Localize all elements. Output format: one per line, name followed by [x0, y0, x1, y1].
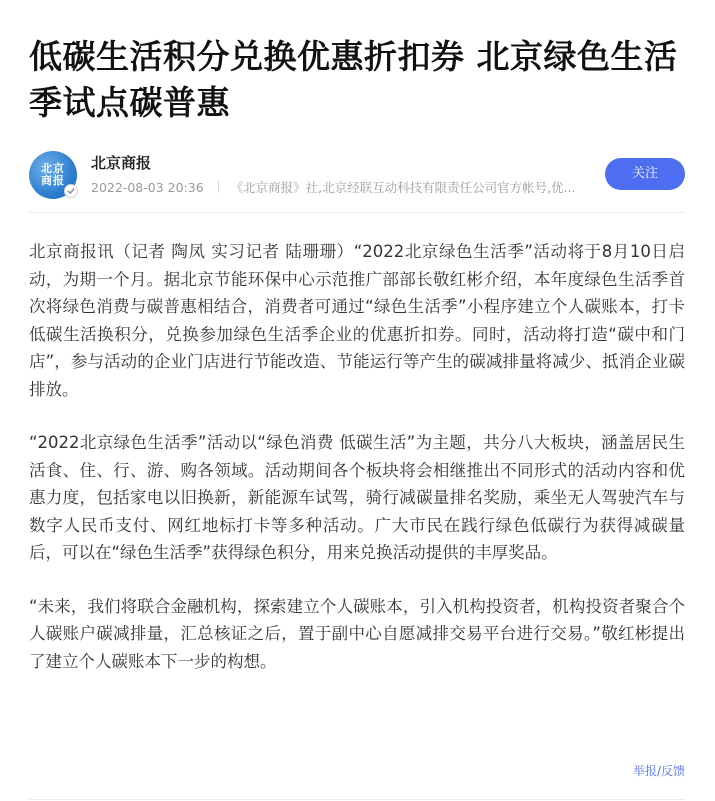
report-feedback-link[interactable]: 举报/反馈 [632, 764, 685, 778]
article-paragraph: “2022北京绿色生活季”活动以“绿色消费 低碳生活”为主题，共分八大板块，涵盖居民生活食、住、行、游、购各领域。活动期间各个板块将会相继推出不同形式的活动内容和优惠力度，包括家电以旧换新，新能源车试驾，骑行减碳量排名奖励，乘坐无人驾驶汽车与数字人民币支付、网红地标打卡等多种活动。广大市民在践行绿色低碳行为获得减碳量后，可以在“绿色生活季”获得绿色积分，用来兑换活动提供的丰厚奖品。 [29, 433, 685, 562]
bottom-divider [29, 799, 685, 800]
meta-divider [218, 181, 219, 193]
article-paragraph: 北京商报讯（记者 陶凤 实习记者 陆珊珊）“2022北京绿色生活季”活动将于8月10日启动，为期一个月。据北京节能环保中心示范推广部部长敬红彬介绍，本年度绿色生活季首次将绿色消费与碳普惠相结合，消费者可通过“绿色生活季”小程序建立个人碳账本，打卡低碳生活换积分，兑换参加绿色生活季企业的优惠折扣券。同时，活动将打造“碳中和门店”，参与活动的企业门店进行节能改造、节能运行等产生的碳减排量将减少、抵消企业碳排放。 [29, 242, 685, 399]
follow-button[interactable]: 关注 [605, 158, 685, 190]
author-description: 《北京商报》社,北京经联互动科技有限责任公司官方帐号,优... [230, 180, 576, 195]
article-paragraph: “未来，我们将联合金融机构，探索建立个人碳账本，引入机构投资者，机构投资者聚合个人碳账户碳减排量，汇总核证之后，置于副中心自愿减排交易平台进行交易。”敬红彬提出了建立个人碳账本下一步的构想。 [29, 596, 685, 671]
author-name[interactable]: 北京商报 [91, 154, 152, 172]
article-body [29, 238, 685, 675]
verified-check-icon [66, 186, 76, 196]
author-meta [91, 179, 591, 197]
author-bar [29, 148, 685, 213]
avatar[interactable]: 北京商报 [29, 151, 77, 199]
verified-badge-icon [64, 184, 78, 198]
article-title: 低碳生活积分兑换优惠折扣券 北京绿色生活季试点碳普惠 [29, 37, 678, 122]
publish-date: 2022-08-03 20:36 [91, 180, 204, 195]
